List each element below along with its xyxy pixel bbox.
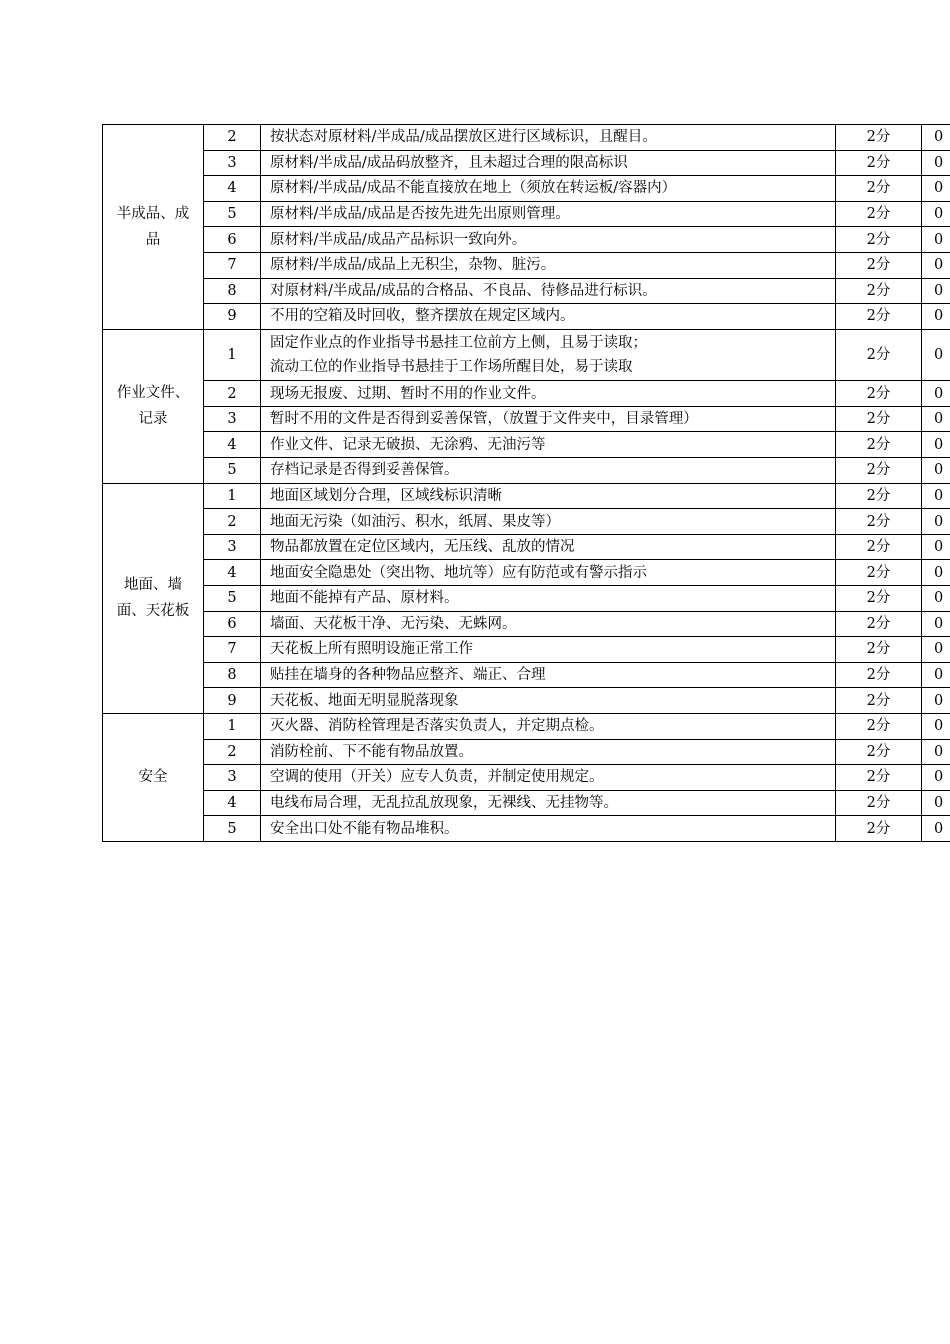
deduction-cell: 0 xyxy=(922,765,950,791)
item-number: 8 xyxy=(204,278,261,304)
deduction-cell: 0 xyxy=(922,816,950,842)
deduction-cell: 0 xyxy=(922,201,950,227)
score-cell: 2分 xyxy=(836,611,922,637)
table-row xyxy=(103,150,950,176)
deduction-cell: 0 xyxy=(922,458,950,484)
item-description: 存档记录是否得到妥善保管。 xyxy=(261,458,836,484)
score-cell: 2分 xyxy=(836,688,922,714)
table-row xyxy=(103,765,950,791)
item-number: 2 xyxy=(204,125,261,151)
item-description-line: 固定作业点的作业指导书悬挂工位前方上侧，且易于读取； xyxy=(270,335,647,351)
item-description: 天花板、地面无明显脱落现象 xyxy=(261,688,836,714)
item-description: 安全出口处不能有物品堆积。 xyxy=(261,816,836,842)
item-number: 3 xyxy=(204,765,261,791)
table-row xyxy=(103,662,950,688)
item-description: 作业文件、记录无破损、无涂鸦、无油污等 xyxy=(261,432,836,458)
table-row xyxy=(103,739,950,765)
item-number: 7 xyxy=(204,252,261,278)
score-cell: 2分 xyxy=(836,381,922,407)
table-row xyxy=(103,304,950,330)
table-row xyxy=(103,381,950,407)
deduction-cell: 0 xyxy=(922,790,950,816)
item-number: 5 xyxy=(204,816,261,842)
deduction-cell: 0 xyxy=(922,509,950,535)
item-description: 天花板上所有照明设施正常工作 xyxy=(261,637,836,663)
score-cell: 2分 xyxy=(836,816,922,842)
item-number: 4 xyxy=(204,432,261,458)
table-row xyxy=(103,458,950,484)
table-row xyxy=(103,534,950,560)
item-number: 9 xyxy=(204,688,261,714)
category-cell: 半成品、成品 xyxy=(103,125,204,330)
table-row xyxy=(103,201,950,227)
item-number: 3 xyxy=(204,150,261,176)
item-number: 7 xyxy=(204,637,261,663)
score-cell: 2分 xyxy=(836,483,922,509)
deduction-cell: 0 xyxy=(922,406,950,432)
score-cell: 2分 xyxy=(836,662,922,688)
table-row xyxy=(103,713,950,739)
score-cell: 2分 xyxy=(836,458,922,484)
score-cell: 2分 xyxy=(836,125,922,151)
score-cell: 2分 xyxy=(836,150,922,176)
item-number: 5 xyxy=(204,586,261,612)
item-number: 8 xyxy=(204,662,261,688)
item-description: 地面无污染（如油污、积水，纸屑、果皮等） xyxy=(261,509,836,535)
item-number: 4 xyxy=(204,560,261,586)
item-number: 6 xyxy=(204,611,261,637)
table-row xyxy=(103,176,950,202)
item-description: 原材料/半成品/成品是否按先进先出原则管理。 xyxy=(261,201,836,227)
score-cell: 2分 xyxy=(836,560,922,586)
item-description: 原材料/半成品/成品产品标识一致向外。 xyxy=(261,227,836,253)
score-cell: 2分 xyxy=(836,176,922,202)
table-row xyxy=(103,227,950,253)
item-description: 原材料/半成品/成品上无积尘，杂物、脏污。 xyxy=(261,252,836,278)
table-row xyxy=(103,125,950,151)
item-description: 按状态对原材料/半成品/成品摆放区进行区域标识，且醒目。 xyxy=(261,125,836,151)
item-description: 对原材料/半成品/成品的合格品、不良品、待修品进行标识。 xyxy=(261,278,836,304)
category-cell: 地面、墙面、天花板 xyxy=(103,483,204,713)
item-description: 原材料/半成品/成品不能直接放在地上（须放在转运板/容器内） xyxy=(261,176,836,202)
item-number: 4 xyxy=(204,790,261,816)
deduction-cell: 0 xyxy=(922,534,950,560)
item-description: 消防栓前、下不能有物品放置。 xyxy=(261,739,836,765)
item-description: 暂时不用的文件是否得到妥善保管，（放置于文件夹中，目录管理） xyxy=(261,406,836,432)
category-cell: 作业文件、记录 xyxy=(103,329,204,483)
item-number: 2 xyxy=(204,509,261,535)
deduction-cell: 0 xyxy=(922,713,950,739)
deduction-cell: 0 xyxy=(922,150,950,176)
item-number: 3 xyxy=(204,534,261,560)
score-cell: 2分 xyxy=(836,509,922,535)
table-row xyxy=(103,637,950,663)
item-description: 不用的空箱及时回收，整齐摆放在规定区域内。 xyxy=(261,304,836,330)
score-cell: 2分 xyxy=(836,586,922,612)
score-cell: 2分 xyxy=(836,278,922,304)
score-cell: 2分 xyxy=(836,304,922,330)
item-description: 墙面、天花板干净、无污染、无蛛网。 xyxy=(261,611,836,637)
item-description: 原材料/半成品/成品码放整齐，且未超过合理的限高标识 xyxy=(261,150,836,176)
table-row xyxy=(103,278,950,304)
deduction-cell: 0 xyxy=(922,304,950,330)
category-cell: 安全 xyxy=(103,713,204,841)
item-number: 6 xyxy=(204,227,261,253)
table-row xyxy=(103,790,950,816)
item-number: 4 xyxy=(204,176,261,202)
deduction-cell: 0 xyxy=(922,739,950,765)
item-description: 电线布局合理，无乱拉乱放现象，无裸线、无挂物等。 xyxy=(261,790,836,816)
deduction-cell: 0 xyxy=(922,637,950,663)
deduction-cell: 0 xyxy=(922,611,950,637)
deduction-cell: 0 xyxy=(922,252,950,278)
item-number: 1 xyxy=(204,329,261,381)
score-cell: 2分 xyxy=(836,790,922,816)
score-cell: 2分 xyxy=(836,201,922,227)
checklist-sheet xyxy=(102,124,950,842)
item-description: 地面不能掉有产品、原材料。 xyxy=(261,586,836,612)
deduction-cell: 0 xyxy=(922,381,950,407)
score-cell: 2分 xyxy=(836,534,922,560)
item-description xyxy=(261,329,836,381)
table-row xyxy=(103,509,950,535)
deduction-cell: 0 xyxy=(922,560,950,586)
table-row xyxy=(103,329,950,381)
item-description: 物品都放置在定位区域内，无压线、乱放的情况 xyxy=(261,534,836,560)
item-number: 9 xyxy=(204,304,261,330)
score-cell: 2分 xyxy=(836,252,922,278)
item-number: 1 xyxy=(204,713,261,739)
item-number: 5 xyxy=(204,201,261,227)
deduction-cell: 0 xyxy=(922,125,950,151)
deduction-cell: 0 xyxy=(922,176,950,202)
score-cell: 2分 xyxy=(836,329,922,381)
table-row xyxy=(103,816,950,842)
deduction-cell: 0 xyxy=(922,586,950,612)
item-description: 灭火器、消防栓管理是否落实负责人，并定期点检。 xyxy=(261,713,836,739)
item-description: 贴挂在墙身的各种物品应整齐、端正、合理 xyxy=(261,662,836,688)
table-row xyxy=(103,560,950,586)
deduction-cell: 0 xyxy=(922,329,950,381)
score-cell: 2分 xyxy=(836,713,922,739)
item-number: 2 xyxy=(204,739,261,765)
item-description: 地面安全隐患处（突出物、地坑等）应有防范或有警示指示 xyxy=(261,560,836,586)
table-row xyxy=(103,252,950,278)
item-description: 现场无报废、过期、暂时不用的作业文件。 xyxy=(261,381,836,407)
deduction-cell: 0 xyxy=(922,483,950,509)
table-row xyxy=(103,406,950,432)
item-number: 5 xyxy=(204,458,261,484)
item-description: 空调的使用（开关）应专人负责，并制定使用规定。 xyxy=(261,765,836,791)
item-description-line: 流动工位的作业指导书悬挂于工作场所醒目处，易于读取 xyxy=(270,359,633,375)
deduction-cell: 0 xyxy=(922,432,950,458)
table-row xyxy=(103,483,950,509)
score-cell: 2分 xyxy=(836,637,922,663)
checklist-table xyxy=(102,124,950,842)
table-row xyxy=(103,432,950,458)
deduction-cell: 0 xyxy=(922,662,950,688)
item-number: 2 xyxy=(204,381,261,407)
score-cell: 2分 xyxy=(836,227,922,253)
deduction-cell: 0 xyxy=(922,278,950,304)
table-row xyxy=(103,611,950,637)
score-cell: 2分 xyxy=(836,765,922,791)
item-number: 3 xyxy=(204,406,261,432)
item-description: 地面区域划分合理，区域线标识清晰 xyxy=(261,483,836,509)
item-number: 1 xyxy=(204,483,261,509)
deduction-cell: 0 xyxy=(922,688,950,714)
score-cell: 2分 xyxy=(836,432,922,458)
table-row xyxy=(103,586,950,612)
score-cell: 2分 xyxy=(836,406,922,432)
checklist-body xyxy=(103,125,950,842)
deduction-cell: 0 xyxy=(922,227,950,253)
score-cell: 2分 xyxy=(836,739,922,765)
table-row xyxy=(103,688,950,714)
